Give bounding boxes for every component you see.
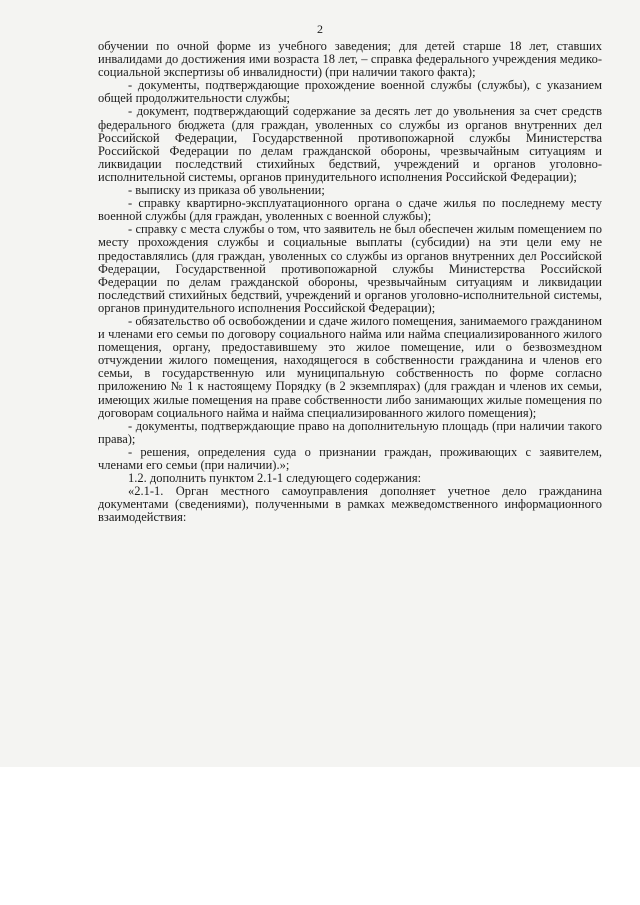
paragraph: «2.1-1. Орган местного самоуправления дополняет учетное дело гражданина документами (сведениями), полученными в рамках межведомственного информационного взаимодействия: [98,484,602,525]
paragraph: 1.2. дополнить пунктом 2.1-1 следующего содержания: [128,471,422,486]
paragraph: - справку квартирно-эксплуатационного органа о сдаче жилья по последнему месту военной службы (для граждан, уволенных с военной службы); [98,196,602,224]
page-number: 2 [317,22,323,36]
paragraph: - документы, подтверждающие право на дополнительную площадь (при наличии такого права); [98,418,602,446]
paragraph: - документы, подтверждающие прохождение военной службы (службы), с указанием общей продолжительности службы; [98,78,602,106]
document-body [98,40,602,524]
paragraph: - выписку из приказа об увольнении; [128,183,325,198]
paragraph: - решения, определения суда о признании граждан, проживающих с заявителем, членами его семьи (при наличии).»; [98,444,602,472]
paragraph: - справку с места службы о том, что заявитель не был обеспечен жилым помещением по месту прохождения службы и социальные выплаты (субсидии) на эти цели ему не предоставлялись (для граждан, уволенных со службы из органов внутренних дел Российской Федерации, Государственной противопожарной службы Министерства Российской Федерации по делам гражданской обороны, чрезвычайным ситуациям и ликвидации последствий стихийных бедствий, учреждений и органов уголовно-исполнительной системы, органов принудительного исполнения Российской Федерации); [98,222,602,315]
paragraph: обучении по очной форме из учебного заведения; для детей старше 18 лет, ставших инвалидами до достижения ими возраста 18 лет, – справка федерального учреждения медико-социальной экспертизы об инвалидности) (при наличии такого факта); [98,39,602,80]
paragraph: - документ, подтверждающий содержание за десять лет до увольнения за счет средств федерального бюджета (для граждан, уволенных со службы из органов внутренних дел Российской Федерации, Государственной противопожарной службы Министерства Российской Федерации по делам гражданской обороны, чрезвычайным ситуациям и ликвидации последствий стихийных бедствий, учреждений и органов уголовно-исполнительной системы, органов принудительного исполнения Российской Федерации); [98,104,602,184]
paragraph: - обязательство об освобождении и сдаче жилого помещения, занимаемого гражданином и членами его семьи по договору социального найма или найма специализированного жилого помещения, органу, предоставившему это жилое помещение, или о безвозмездном отчуждении жилого помещения, находящегося в собственности гражданина и членов его семьи, в государственную или муниципальную собственность по форме согласно приложению № 1 к настоящему Порядку (в 2 экземплярах) (для граждан и членов их семьи, имеющих жилые помещения на праве собственности либо занимающих жилые помещения по договорам социального найма и найма специализированного жилого помещения); [98,313,602,420]
